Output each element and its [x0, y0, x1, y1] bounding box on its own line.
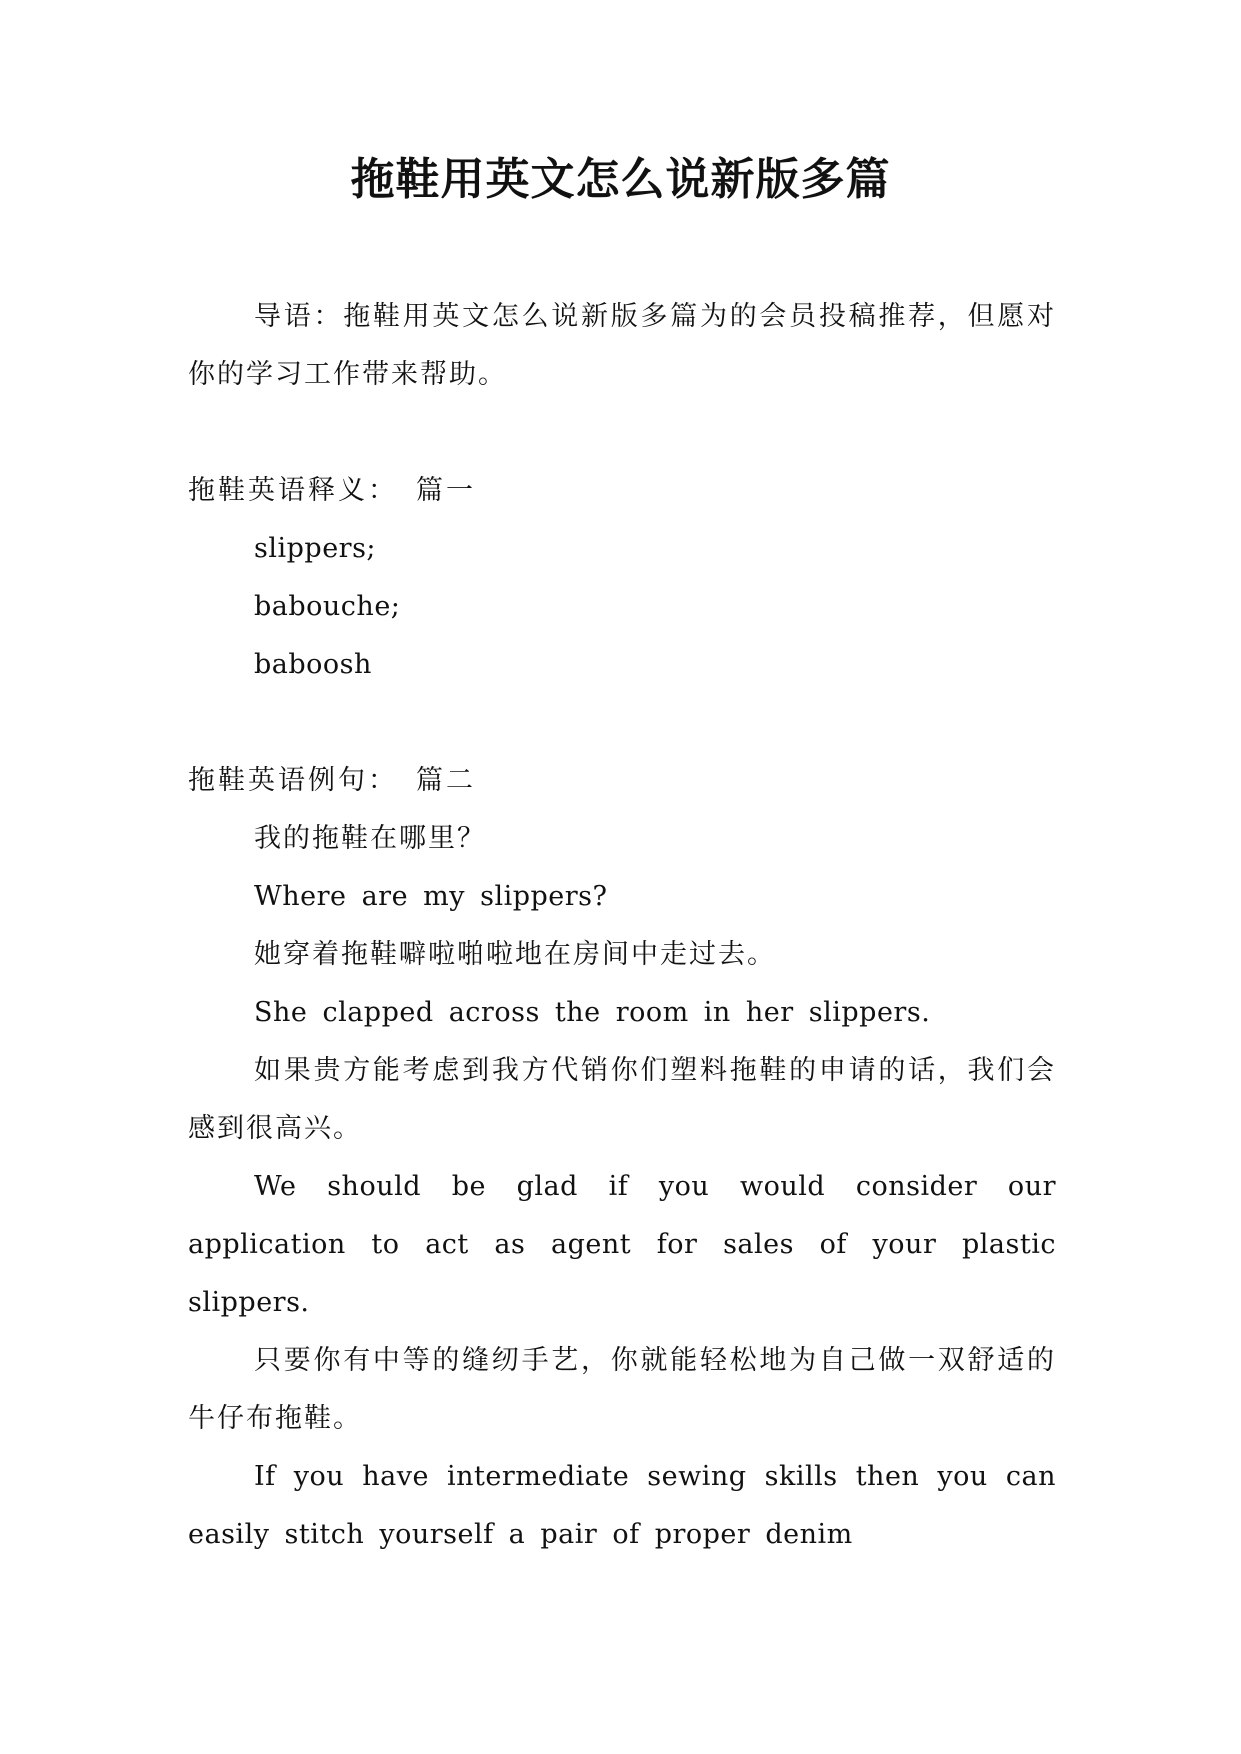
term-item: babouche; — [254, 591, 401, 622]
example-sentence-en: She clapped across the room in her slippers. — [254, 997, 931, 1028]
section-heading-definitions — [188, 462, 1056, 520]
example-sentence-zh: 她穿着拖鞋噼啦啪啦地在房间中走过去。 — [254, 939, 776, 970]
section-number: 篇二 — [416, 765, 476, 796]
document-body — [188, 288, 1056, 1564]
document-title: 拖鞋用英文怎么说新版多篇 — [350, 154, 891, 205]
term-item: slippers; — [254, 533, 377, 564]
spacer — [188, 694, 1056, 752]
intro-paragraph: 导语：拖鞋用英文怎么说新版多篇为的会员投稿推荐，但愿对你的学习工作带来帮助。 — [188, 301, 1056, 390]
spacer — [188, 404, 1056, 462]
section-heading-label: 拖鞋英语释义： — [188, 475, 398, 506]
example-sentence-en: Where are my slippers? — [254, 881, 608, 912]
example-sentence-en: We should be glad if you would consider our application to act as agent for sales of your plastic slippers. — [188, 1171, 1056, 1318]
example-sentence-en: If you have intermediate sewing skills then you can easily stitch yourself a pair of proper denim — [188, 1461, 1056, 1550]
section-heading-label: 拖鞋英语例句： — [188, 765, 398, 796]
example-sentence-zh: 如果贵方能考虑到我方代销你们塑料拖鞋的申请的话，我们会感到很高兴。 — [188, 1055, 1056, 1144]
section-heading-examples — [188, 752, 1056, 810]
section-number: 篇一 — [416, 475, 476, 506]
term-item: baboosh — [254, 649, 372, 680]
example-sentence-zh: 我的拖鞋在哪里？ — [254, 823, 486, 854]
example-sentence-zh: 只要你有中等的缝纫手艺，你就能轻松地为自己做一双舒适的牛仔布拖鞋。 — [188, 1345, 1056, 1434]
